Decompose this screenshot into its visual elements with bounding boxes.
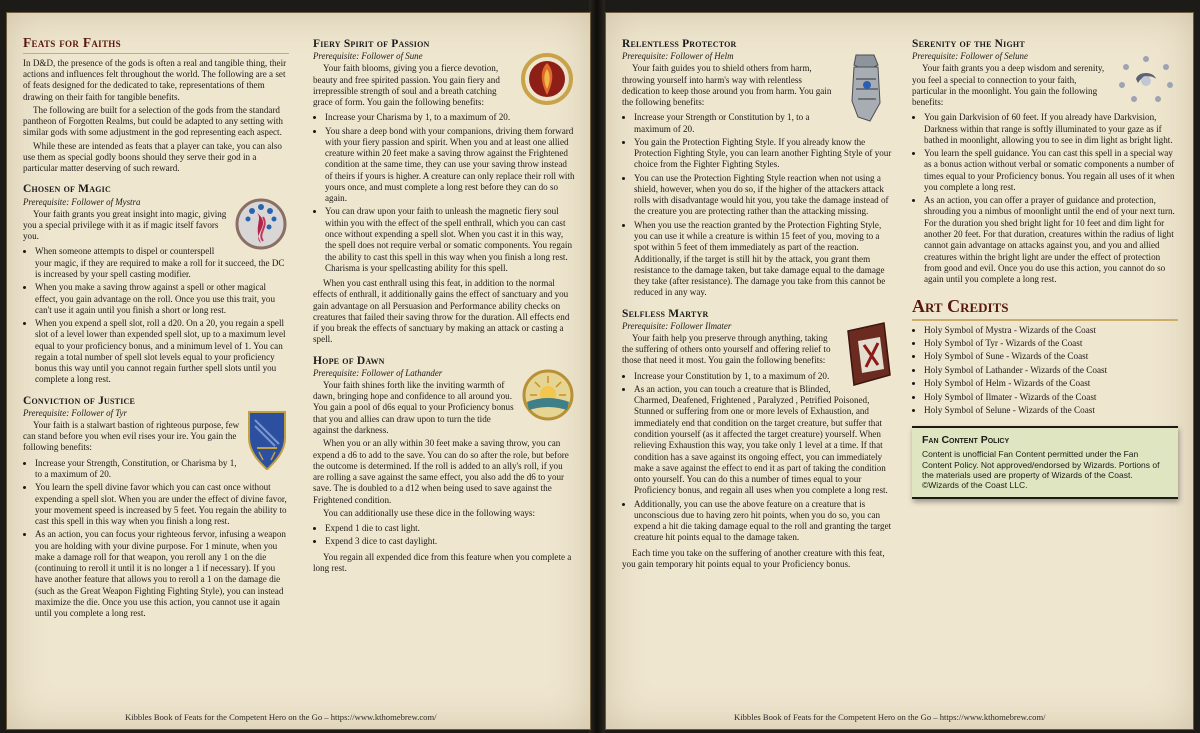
list-item: • Expend 1 die to cast light. (325, 523, 575, 534)
intro-paragraph: In D&D, the presence of the gods is often a real and tangible thing, their actions and influences felt throughout the world. The following are a set of feats designed for the dedicated to take, representations of them drawing on their faith for tangible benefits. (23, 57, 287, 102)
right-page (605, 12, 1194, 730)
feat-paragraph: You can additionally use these dice in the following ways: (323, 507, 535, 518)
list-item: • Increase your Strength, Constitution, or Charisma by 1, to a maximum of 20. (35, 458, 289, 481)
feat-prerequisite: Prerequisite: Follower of Tyr (23, 407, 127, 418)
feat-description: Your faith is a stalwart bastion of righteous purpose, few can stand before you when evil rises your ire. You gain the following benefits: (23, 419, 240, 453)
feat-paragraph: When you cast enthrall using this feat, in addition to the normal effects of enthrall, it additionally gains the effect of sanctuary and you gain advantage on all Persuasion and Performance ability checks on creatures that failed their saving throw for the duration. All effects end if you break the effects of sanctuary by making an attack or casting a spell. (313, 278, 570, 345)
page-footer: Kibbles Book of Feats for the Competent Hero on the Go – https://www.kthomebrew.com/ (734, 712, 1046, 722)
list-item: • As an action, you can focus your righteous fervor, infusing a weapon you are holding with your divine purpose. For 1 minute, when you make a damage roll for that weapon, you reroll any 1 on the die (continuing to reroll it until it is no longer a 1 if necessary). If you have another feature that allows you to reroll a 1 on the damage die (such as the Great Weapon Fighting Fighting Style), you can instead maximize the die. Once you use this action, you cannot use it again until you complete a long rest. (35, 529, 289, 619)
intro-paragraph: The following are built for a selection of the gods from the standard pantheon of Forgotten Realms, but could be adapted to any setting with similar gods with some adjustment in the god representing each aspect. (23, 104, 283, 138)
feat-title-martyr: Selfless Martyr (622, 307, 709, 320)
feat-title-magic: Chosen of Magic (23, 183, 111, 196)
list-item: • Expend 3 dice to cast daylight. (325, 536, 575, 547)
list-item: • Additionally, you can use the above feature on a creature that is unconscious due to having zero hit points, when you do so, you can expend a hit die taking damage equal to the roll and granting the target creature hit points equal to the damage taken. (634, 499, 894, 544)
intro-paragraph: While these are intended as feats that a player can take, you can also use them as special godly boons should they serve their god in a particular matter deserving of such reward. (23, 140, 282, 174)
list-item: • You learn the spell guidance. You can cast this spell in a special way as a bonus action without verbal or somatic components a number of times equal to your Proficiency bonus. You regain all uses of it when you complete a long rest. (924, 148, 1178, 193)
fan-content-policy-box (912, 426, 1178, 498)
list-item: • You learn the spell divine favor which you can cast once without expending a spell slot. When you are under the effect of divine favor, your movement speed is increased by 5 feet. You regain the ability to cast this spell in this way when you finish a long rest. (35, 482, 289, 527)
policy-title: Fan Content Policy (922, 434, 1010, 447)
list-item: • When you expend a spell slot, roll a d20. On a 20, you regain a spell slot of a level lower than expended spell slot, up to a maximum level equal to your proficiency bonus, and a minimum level of 1. You can regain a total number of spell slot levels equal to your proficiency bonus this way until you cannot regain further spell slots until you complete a long rest. (35, 318, 289, 386)
list-item: • Increase your Strength or Constitution by 1, to a maximum of 20. (634, 112, 894, 135)
selune-symbol-icon (1114, 51, 1178, 107)
feat-prerequisite: Prerequisite: Follower of Helm (622, 51, 734, 62)
feat-benefits-list (313, 523, 575, 548)
list-item: • You gain Darkvision of 60 feet. If you already have Darkvision, Darkness within that range is softly illuminated to your gaze as if bathed in moonlight, allowing you to see in dim light as bright light. (924, 112, 1178, 146)
list-item: • You can draw upon your faith to unleash the magnetic fiery soul within you with the effect of the spell enthrall, which you can cast once without expending a spell slot. When you cast it in this way, the spell does not require verbal or somatic components. You regain the ability to cast this spell in this way when you finish a long rest. Charisma is your spellcasting ability for this spell. (325, 206, 575, 274)
feat-title-protector: Relentless Protector (622, 38, 737, 50)
ilmater-symbol-icon (842, 321, 894, 387)
feat-description: Your faith grants you a deep wisdom and serenity, you feel a special to connection to your faith, particular in the moonlight. You gain the following benefits: (912, 63, 1105, 108)
right-column-2 (912, 35, 1178, 499)
tyr-symbol-icon (245, 408, 289, 474)
art-credits-title: Art Credits (912, 295, 1178, 320)
credit-item: • Holy Symbol of Lathander - Wizards of the Coast (924, 365, 1178, 376)
sune-symbol-icon (519, 51, 575, 107)
credit-item: • Holy Symbol of Ilmater - Wizards of the Coast (924, 392, 1178, 403)
left-page (6, 12, 591, 730)
feat-description: Your faith grants you great insight into magic, giving you a special privilege with it as if magic itself favors you. (23, 208, 227, 242)
feat-benefits-list (622, 112, 894, 298)
left-column-2 (313, 35, 575, 576)
mystra-symbol-icon (233, 197, 289, 251)
feat-description: Your faith blooms, giving you a fierce devotion, beauty and free spirited passion. You gain fiery and irrepressible strength of soul and a breath catching grace of form. You gain the following benefits: (313, 63, 500, 108)
feat-benefits-list (313, 112, 575, 274)
feat-paragraph: When you or an ally within 30 feet make a saving throw, you can expend a d6 to add to the save. You can do so after the role, but before the outcome is determined. If the roll is added to an ally's roll, if you are rolling a save against the same effect, you also add the d6 to your save. The is doubled to a d12 when being used to save against the Frightened condition. (313, 438, 569, 505)
helm-gauntlet-icon (840, 51, 894, 125)
credit-item: • Holy Symbol of Selune - Wizards of the Coast (924, 405, 1178, 416)
section-title: Feats for Faiths (23, 35, 289, 54)
feat-benefits-list (912, 112, 1178, 285)
list-item: • When you use the reaction granted by the Protection Fighting Style, you can use it while a creature is within 15 feet of you, moving to a spot within 5 feet of them immediately as part of the reaction. Additionally, if the target is still hit by the attack, you grant them resistance to the damage taken, but take damage equal to the damage they take (after resistance). The damage you take from this cannot be reduced in any way. (634, 220, 894, 299)
feat-benefits-list (23, 458, 289, 620)
feat-description: Your faith help you preserve through anything, taking the suffering of others onto yourself and offering relief to those that need it most. You gain the following benefits: (622, 332, 831, 366)
feat-benefits-list (622, 371, 894, 544)
feat-paragraph: You regain all expended dice from this feature when you complete a long rest. (313, 551, 572, 573)
feat-prerequisite: Prerequisite: Follower Ilmater (622, 320, 732, 331)
art-credits (912, 325, 1178, 417)
feat-prerequisite: Prerequisite: Follower of Lathander (313, 367, 443, 378)
list-item: • As an action, you can touch a creature that is Blinded, Charmed, Deafened, Frightened , Paralyzed , Petrified Poisoned, Stunned or suffering from one or more levels of Exhaustion, and immediately end that condition on the target creature, but suffer that condition yourself (as it affected the target creature) yourself. When relieving Exhaustion this way, you take only 1 level at a time. If that condition has a save against its ongoing effect, you can immediately make a save against the effect to end it as part of taking the condition onto yourself. You can do this a number of times equal to your Proficiency bonus, and regain all uses when you complete a long rest. (634, 384, 894, 497)
left-column-1 (23, 35, 289, 623)
book-gutter (589, 0, 605, 733)
page-footer: Kibbles Book of Feats for the Competent Hero on the Go – https://www.kthomebrew.com/ (125, 712, 437, 722)
feat-title-night: Serenity of the Night (912, 38, 1025, 50)
feat-description: Your faith guides you to shield others from harm, throwing yourself into harm's way with relentless dedication to keep those around you from harm. You gain the following benefits: (622, 63, 832, 108)
feat-benefits-list (23, 246, 289, 385)
lathander-symbol-icon (521, 368, 575, 422)
list-item: • As an action, you can offer a prayer of guidance and protection, shrouding you a nimbus of moonlight until the end of your next turn. For the duration you shed bright light for 10 feet and dim light for another 20 feet. For that duration, creatures within the radius of light cannot gain advantage on attacks against you, and you and allied creatures within the bright light are under the effect of protection from good and evil. Once you do use this action, you cannot do so again until you complete a long rest. (924, 195, 1178, 285)
feat-prerequisite: Prerequisite: Follower of Sune (313, 51, 423, 62)
list-item: • When someone attempts to dispel or counterspell your magic, if they are required to make a roll for it succeed, the DC is increased by your spell casting modifier. (35, 246, 289, 280)
feat-prerequisite: Prerequisite: Follower of Mystra (23, 196, 141, 207)
list-item: • You share a deep bond with your companions, driving them forward with your fiery passion and spirit. When you and at least one allied creature within 20 feet make a saving throw against the Frightened condition at the same time, they can use your saving throw instead of theirs if yours is higher. A creature can only replace their roll with yours once, and must complete a long rest before they can do so again. (325, 126, 575, 205)
feat-paragraph: Each time you take on the suffering of another creature with this feat, you gain temporary hit points equal to your Proficiency bonus. (622, 547, 885, 569)
feat-prerequisite: Prerequisite: Follower of Selune (912, 51, 1028, 62)
credit-item: • Holy Symbol of Helm - Wizards of the Coast (924, 378, 1178, 389)
credit-item: • Holy Symbol of Tyr - Wizards of the Coast (924, 338, 1178, 349)
list-item: • You can use the Protection Fighting Style reaction when not using a shield, however, when you do so, if the higher of the attackers attack rolls with disadvantage would hit you, you take the damage instead of the creature you are protecting rather than the attacking missing. (634, 173, 894, 218)
feat-title-fiery: Fiery Spirit of Passion (313, 38, 430, 50)
right-column-1 (622, 35, 894, 572)
credit-item: • Holy Symbol of Sune - Wizards of the Coast (924, 351, 1178, 362)
policy-text: Content is unofficial Fan Content permitted under the Fan Content Policy. Not approved/endorsed by Wizards. Portions of the materials used are property of Wizards of the Coast. ©Wizards of the Coast LLC. (922, 449, 1160, 491)
feat-title-dawn: Hope of Dawn (313, 354, 385, 367)
list-item: • Increase your Charisma by 1, to a maximum of 20. (325, 112, 575, 123)
feat-description: Your faith shines forth like the inviting warmth of dawn, bringing hope and confidence to all around you. You gain a pool of d6s equal to your Proficiency bonus that you and allies can draw upon to turn the tide against the darkness. (313, 379, 514, 435)
credit-item: • Holy Symbol of Mystra - Wizards of the Coast (924, 325, 1178, 336)
feat-title-justice: Conviction of Justice (23, 394, 136, 407)
list-item: • When you make a saving throw against a spell or other magical effect, you gain advantage on the roll. Once you use this trait, you can't use it again until you finish a short or long rest. (35, 282, 289, 316)
list-item: • You gain the Protection Fighting Style. If you already know the Protection Fighting Style, you can learn another Fighting Style of your choice from the Fighter Fighting Styles. (634, 137, 894, 171)
list-item: • Increase your Constitution by 1, to a maximum of 20. (634, 371, 894, 382)
